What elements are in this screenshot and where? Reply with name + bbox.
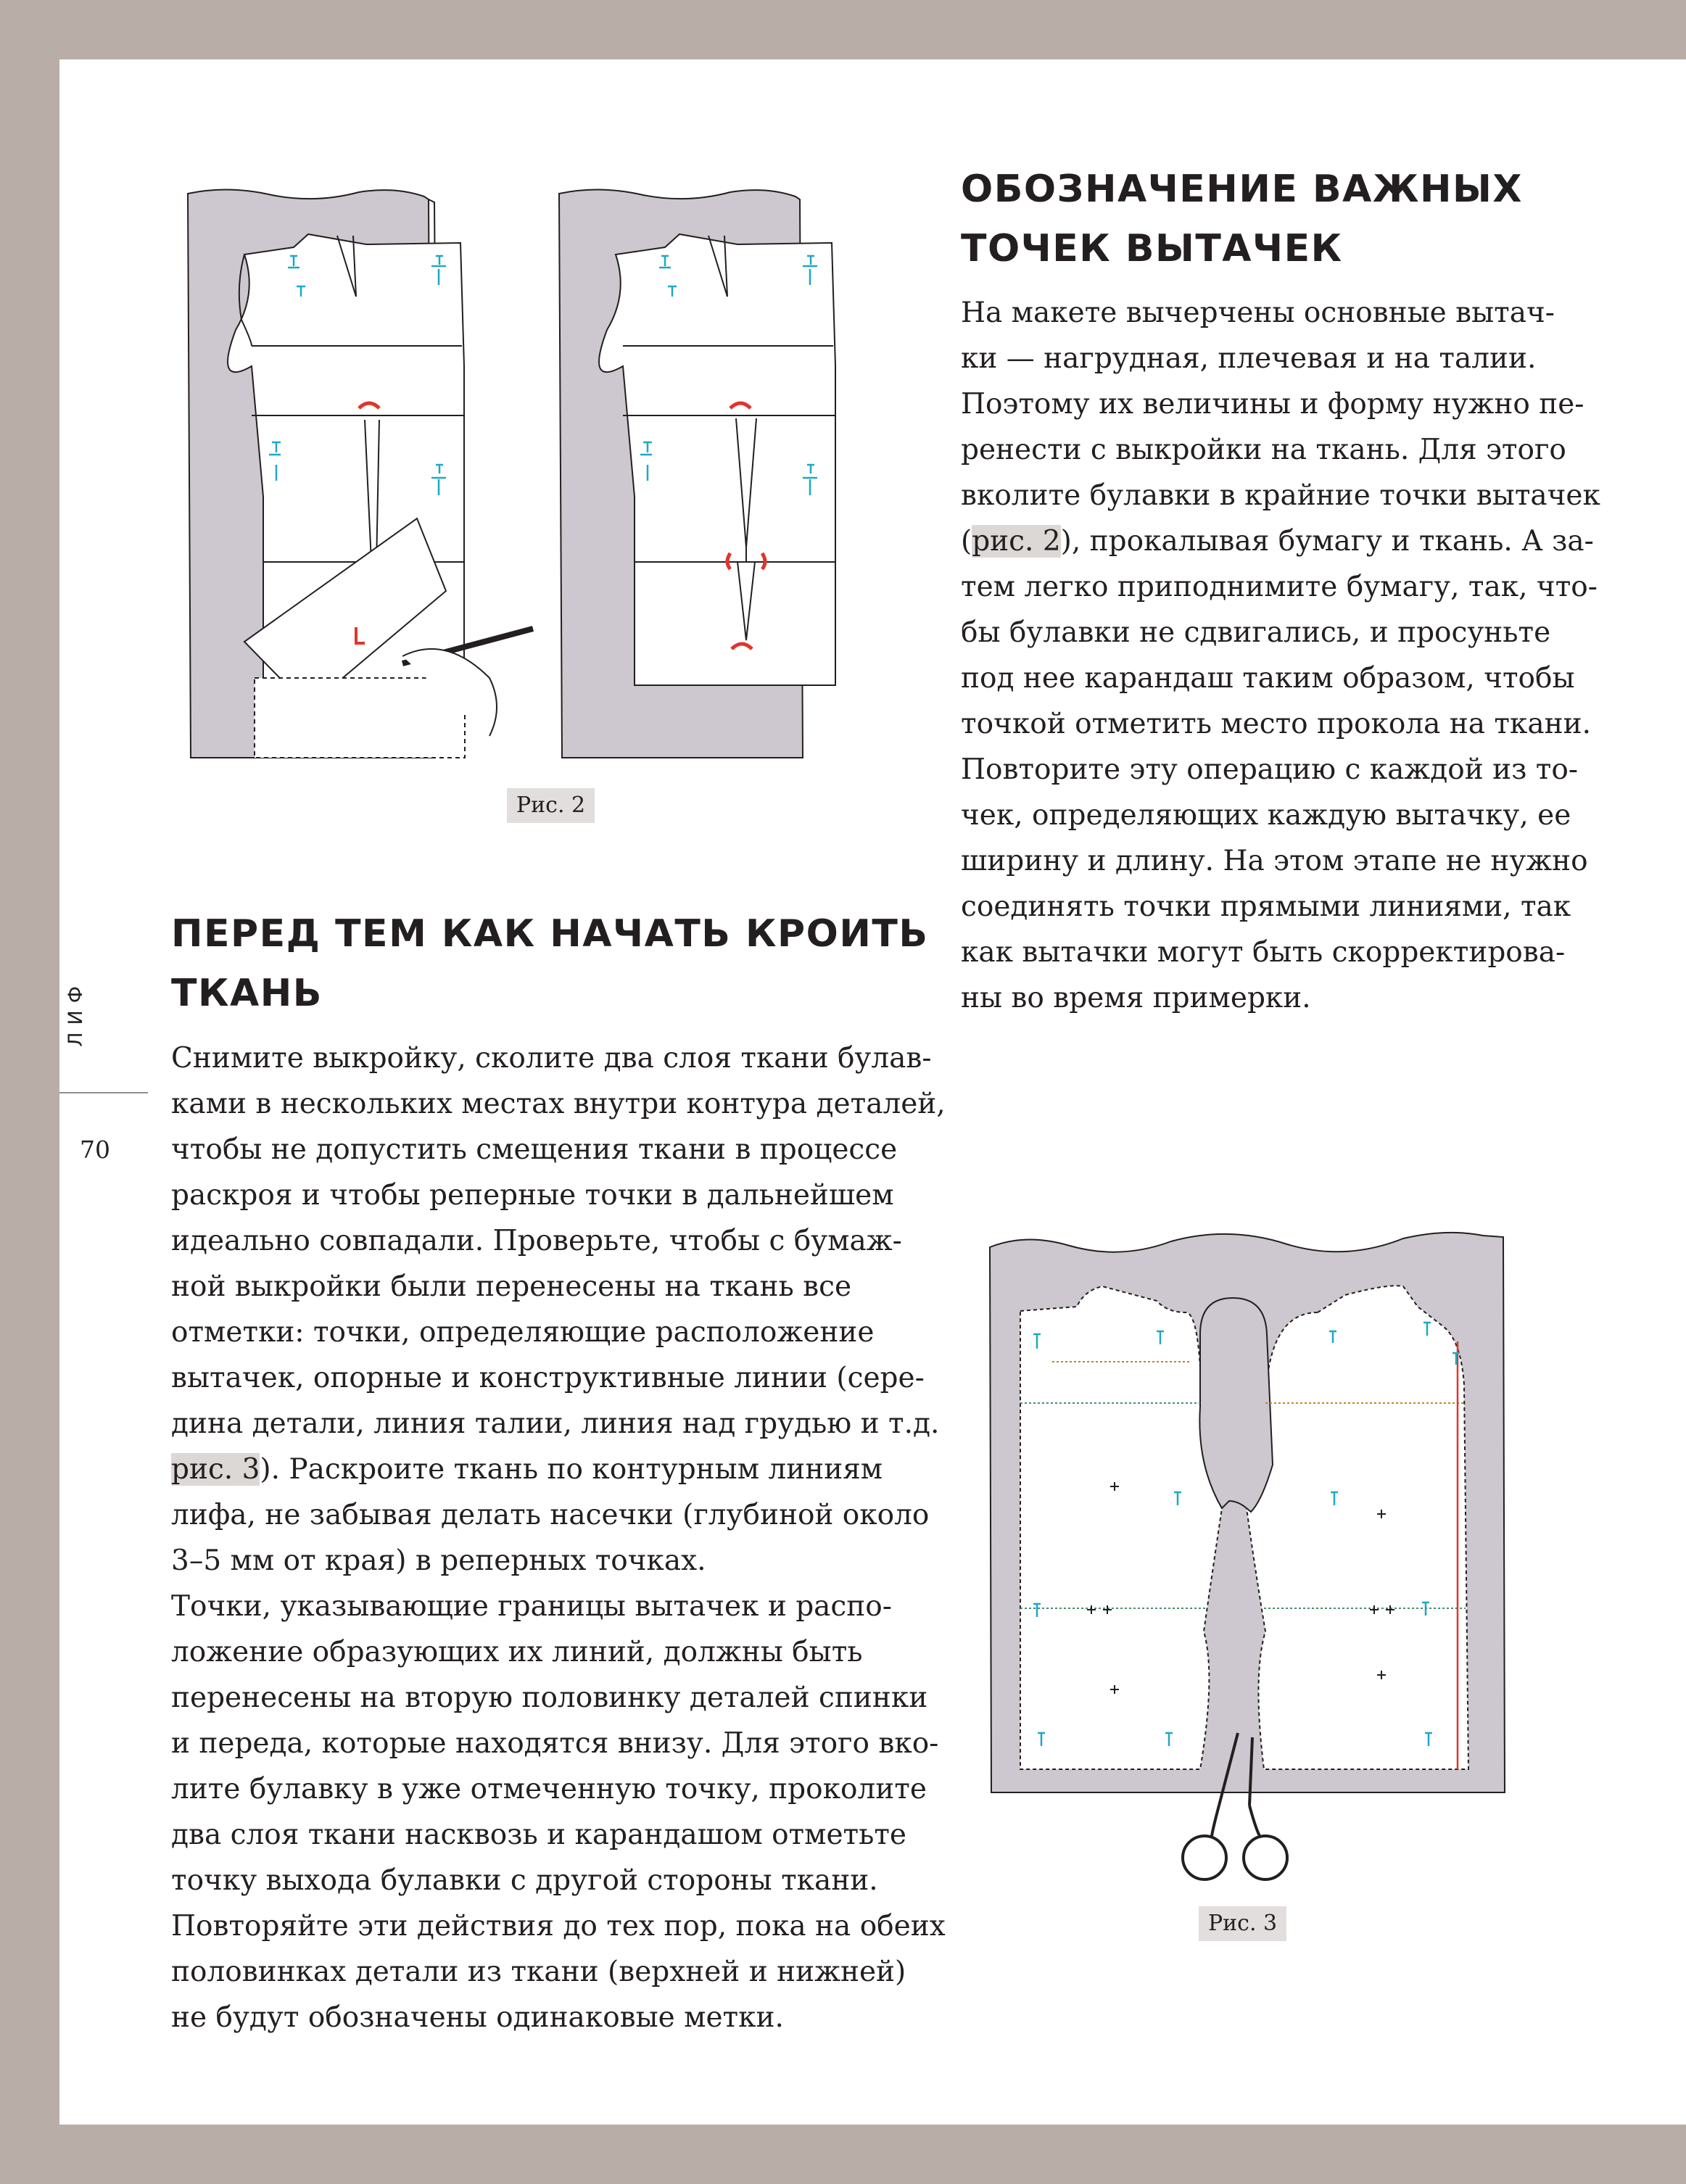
section-darts-title xyxy=(961,160,1523,278)
body-line: вытачек, опорные и конструктивные линии (сере- xyxy=(171,1362,925,1394)
section-cutting-body xyxy=(171,1035,946,2040)
body-line-with-figure-2-reference: (рис. 2), прокалывая бумагу и ткань. А за- xyxy=(961,525,1594,558)
body-line: ны во время примерки. xyxy=(961,982,1311,1014)
section-darts-body xyxy=(961,290,1600,1021)
figure-2-illustration xyxy=(185,185,910,765)
body-line: ки — нагрудная, плечевая и на талии. xyxy=(961,342,1537,375)
figure-reference: рис. 2 xyxy=(972,525,1061,558)
body-line: вколите булавки в крайние точки вытачек xyxy=(961,479,1600,512)
body-line: ной выкройки были перенесены на ткань все xyxy=(171,1270,852,1303)
body-line: ширину и длину. На этом этапе не нужно xyxy=(961,845,1588,877)
figure-2-caption: Рис. 2 xyxy=(507,788,595,823)
body-line: 3–5 мм от края) в реперных точках. xyxy=(171,1544,706,1577)
page-number: 70 xyxy=(80,1136,110,1164)
body-line: под нее карандаш таким образом, чтобы xyxy=(961,662,1575,695)
body-line: Повторите эту операцию с каждой из то- xyxy=(961,753,1578,786)
section-cutting-title-line: ПЕРЕД ТЕМ КАК НАЧАТЬ КРОИТЬ xyxy=(171,912,929,956)
body-line: точкой отметить место прокола на ткани. xyxy=(961,708,1591,740)
margin-divider xyxy=(59,1092,148,1093)
body-line: дина детали, линия талии, линия над грудью и т.д. xyxy=(171,1407,940,1440)
section-cutting-title xyxy=(171,904,928,1023)
body-line: перенесены на вторую половинку деталей спинки xyxy=(171,1682,928,1714)
body-line: и переда, которые находятся внизу. Для этого вко- xyxy=(171,1727,939,1760)
body-line: ренести с выкройки на ткань. Для этого xyxy=(961,434,1566,466)
body-line: два слоя ткани насквозь и карандашом отметьте xyxy=(171,1819,906,1851)
figure-2-right-panel xyxy=(559,189,835,758)
body-line: отметки: точки, определяющие расположение xyxy=(171,1316,875,1349)
body-line: лите булавку в уже отмеченную точку, проколите xyxy=(171,1773,927,1805)
figure-3-caption: Рис. 3 xyxy=(1199,1906,1286,1941)
body-line: На макете вычерчены основные вытач- xyxy=(961,297,1555,329)
body-line: ками в нескольких местах внутри контура деталей, xyxy=(171,1088,946,1120)
figure-3-illustration xyxy=(983,1225,1519,1922)
section-darts-title-line: ТОЧЕК ВЫТАЧЕК xyxy=(961,227,1343,270)
section-cutting-title-line: ТКАНЬ xyxy=(171,972,323,1015)
figure-reference: рис. 3 xyxy=(171,1453,260,1486)
body-line: чек, определяющих каждую вытачку, ее xyxy=(961,799,1571,832)
body-line: тем легко приподнимите бумагу, так, что- xyxy=(961,571,1598,603)
body-line: раскроя и чтобы реперные точки в дальнейшем xyxy=(171,1179,894,1212)
body-line: точку выхода булавки с другой стороны ткани. xyxy=(171,1864,878,1897)
body-line: бы булавки не сдвигались, и просуньте xyxy=(961,616,1551,649)
body-line: Поэтому их величины и форму нужно пе- xyxy=(961,388,1584,421)
body-line: чтобы не допустить смещения ткани в процессе xyxy=(171,1133,898,1166)
body-line: половинках детали из ткани (верхней и нижней) xyxy=(171,1956,906,1988)
body-line: Точки, указывающие границы вытачек и распо- xyxy=(171,1590,892,1623)
section-darts-title-line: ОБОЗНАЧЕНИЕ ВАЖНЫХ xyxy=(961,167,1523,211)
body-line-with-figure-3-reference: рис. 3). Раскроите ткань по контурным линиям xyxy=(171,1453,883,1486)
body-line: как вытачки могут быть скорректирова- xyxy=(961,936,1566,969)
body-line: Снимите выкройку, сколите два слоя ткани булав- xyxy=(171,1042,932,1075)
section-label: ЛИФ xyxy=(65,979,87,1047)
body-line: не будут обозначены одинаковые метки. xyxy=(171,2001,784,2034)
body-line: соединять точки прямыми линиями, так xyxy=(961,890,1571,923)
body-line: ложение образующих их линий, должны быть xyxy=(171,1636,863,1668)
body-line: Повторяйте эти действия до тех пор, пока на обеих xyxy=(171,1910,946,1943)
body-line: идеально совпадали. Проверьте, чтобы с бумаж- xyxy=(171,1225,902,1257)
body-line: лифа, не забывая делать насечки (глубиной около xyxy=(171,1499,930,1531)
figure-2-left-panel xyxy=(188,186,533,758)
